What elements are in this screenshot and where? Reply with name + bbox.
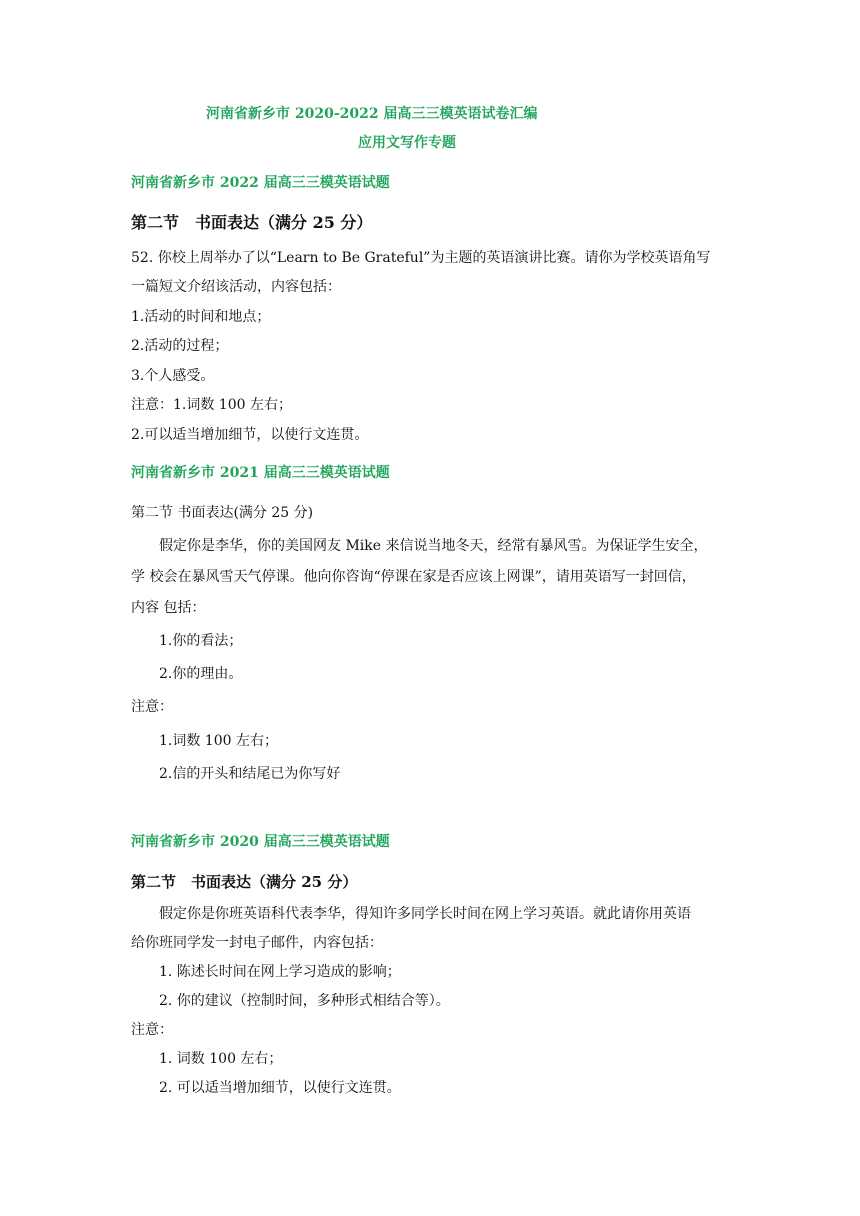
note-2022-2: 2.可以适当增加细节，以使行文连贯。 (131, 427, 369, 443)
list-item-2021-1: 1.你的看法； (159, 633, 243, 649)
list-item-2022-1: 1.活动的时间和地点； (131, 309, 271, 325)
list-item-2022-2: 2.活动的过程； (131, 338, 229, 354)
section-title-2022: 第二节 书面表达（满分 25 分） (131, 213, 373, 232)
paragraph-2022-line1: 52. 你校上周举办了以“Learn to Be Grateful”为主题的英语演讲比赛。请你为学校英语角写 (131, 250, 711, 266)
list-item-2020-1: 1. 陈述长时间在网上学习造成的影响； (159, 964, 401, 980)
paragraph-2020-line2: 给你班同学发一封电子邮件，内容包括： (131, 935, 383, 951)
list-item-2022-3: 3.个人感受。 (131, 368, 215, 384)
list-item-2021-2: 2.你的理由。 (159, 666, 243, 682)
paragraph-2021-line3: 内容 包括： (131, 600, 206, 616)
paragraph-2021-line1: 假定你是李华，你的美国网友 Mike 来信说当地冬天，经常有暴风雪。为保证学生安全， (159, 538, 708, 554)
heading-2022: 河南省新乡市 2022 届高三三模英语试题 (131, 175, 390, 191)
section-title-2020: 第二节 书面表达（满分 25 分） (131, 873, 358, 891)
note-2021-1: 1.词数 100 左右； (159, 733, 278, 749)
heading-2020: 河南省新乡市 2020 届高三三模英语试题 (131, 834, 390, 850)
list-item-2020-2: 2. 你的建议（控制时间，多种形式相结合等）。 (159, 993, 450, 1009)
note-2020-2: 2. 可以适当增加细节，以使行文连贯。 (159, 1080, 401, 1096)
note-label-2020: 注意： (131, 1022, 173, 1038)
doc-title-line2: 应用文写作专题 (358, 135, 456, 151)
paragraph-2021-line2: 学 校会在暴风雪天气停课。他向你咨询“停课在家是否应该上网课”，请用英语写一封回信， (131, 569, 696, 585)
doc-title-line1: 河南省新乡市 2020-2022 届高三三模英语试卷汇编 (206, 106, 538, 122)
paragraph-2022-line2: 一篇短文介绍该活动，内容包括： (131, 279, 341, 295)
note-2021-2: 2.信的开头和结尾已为你写好 (159, 766, 341, 782)
note-2022-1: 注意：1.词数 100 左右； (131, 397, 292, 413)
heading-2021: 河南省新乡市 2021 届高三三模英语试题 (131, 465, 390, 481)
note-2020-1: 1. 词数 100 左右； (159, 1051, 283, 1067)
paragraph-2020-line1: 假定你是你班英语科代表李华，得知许多同学长时间在网上学习英语。就此请你用英语 (159, 906, 691, 922)
section-title-2021: 第二节 书面表达(满分 25 分) (131, 505, 314, 521)
note-label-2021: 注意： (131, 699, 173, 715)
